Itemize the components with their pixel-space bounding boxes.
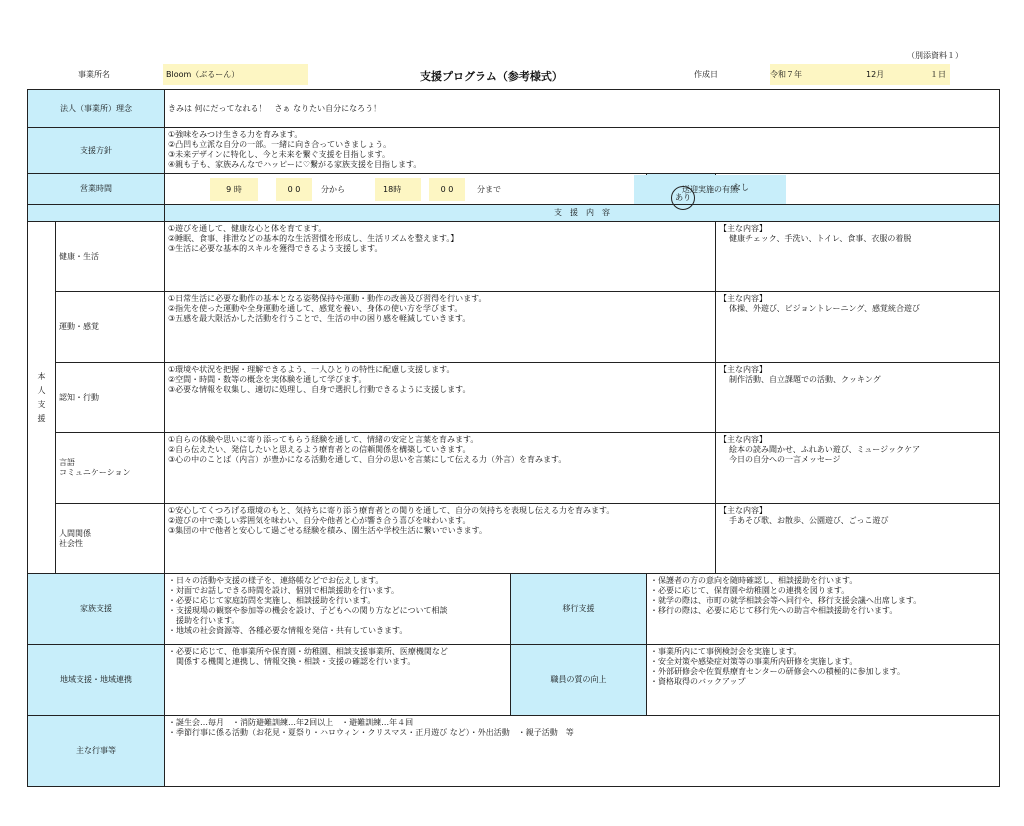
personal-support-label: 本 人 支 援 bbox=[28, 222, 56, 574]
start-hour: 9 時 bbox=[210, 178, 258, 201]
end-hour: 18時 bbox=[375, 178, 421, 201]
community-support-lines: ・必要に応じて、他事業所や保育園・幼稚園、相談支援事業所、医療機関など 関係する機関と連携し、情報交換・相談・支援の確認を行います。 bbox=[165, 645, 511, 716]
created-date-label: 作成日 bbox=[694, 70, 718, 79]
created-day: １日 bbox=[910, 64, 950, 85]
transport-yes bbox=[666, 176, 695, 210]
family-support-lines: ・日々の活動や支援の様子を、連絡帳などでお伝えします。 ・対面でお話しできる時間を設け、個別で相談援助を行います。 ・必要に応じて家庭訪問を実施し、相談援助を行います。 ・支援現場の観察や参加等の機会を設け、子どもへの関り方などについて相談 援助を行います。 ・地域の社会資源等、各種必要な情報を発信・共有していきます。 bbox=[165, 574, 511, 645]
transport-label-text: 送迎実施の有無 bbox=[634, 175, 786, 204]
events-lines: ・誕生会…毎月 ・消防避難訓練…年2回以上 ・避難訓練…年４回 ・季節行事に係る活動（お花見・夏祭り・ハロウィン・クリスマス・正月遊び など）・外出活動 ・親子活動 等 bbox=[165, 716, 1000, 787]
motor-lines: ①日常生活に必要な動作の基本となる姿勢保持や運動・動作の改善及び習得を行います。 ②指先を使った運動や全身運動を通して、感覚を養い、身体の使い方を学びます。 ③五感を最大限活かした活動を行うことで、生活の中の困り感を軽減していきます。 bbox=[165, 292, 716, 363]
cognition-label: 認知・行動 bbox=[56, 363, 165, 433]
attachment-label: （別添資料１） bbox=[907, 51, 963, 60]
motor-main: 【主な内容】 体操、外遊び、ビジョントレーニング、感覚統合遊び bbox=[716, 292, 1000, 363]
motor-label: 運動・感覚 bbox=[56, 292, 165, 363]
family-support-label: 家族支援 bbox=[28, 574, 165, 645]
language-main: 【主な内容】 絵本の読み聞かせ、ふれあい遊び、ミュージックケア 今日の自分への一言メッセージ bbox=[716, 433, 1000, 504]
philosophy-label: 法人（事業所）理念 bbox=[28, 90, 165, 128]
social-lines: ①安心してくつろげる環境のもと、気持ちに寄り添う療育者との関りを通して、自分の気持ちを表現し伝える力を育みます。 ②遊びの中で楽しい雰囲気を味わい、自分や他者と心が響き合う喜びを味わいます。 ③集団の中で他者と安心して過ごせる経験を積み、園生活や学校生活に繋いでいきます。 bbox=[165, 504, 716, 574]
support-content-title: 支 援 内 容 bbox=[165, 205, 1000, 222]
support-program-table bbox=[27, 89, 1000, 787]
community-support-label: 地域支援・地域連携 bbox=[28, 645, 165, 716]
transition-support-lines: ・保護者の方の意向を随時確認し、相談援助を行います。 ・必要に応じて、保育園や幼稚園との連携を図ります。 ・就学の際は、市町の就学相談会等へ同行や、移行支援会議へ出席します。 ・移行の際は、必要に応じて移行先への助言や相談援助を行います。 bbox=[647, 574, 1000, 645]
social-label: 人間関係 社会性 bbox=[56, 504, 165, 574]
transition-support-label: 移行支援 bbox=[511, 574, 647, 645]
created-month: 12月 bbox=[850, 64, 910, 85]
social-main: 【主な内容】 手あそび歌、お散歩、公園遊び、ごっこ遊び bbox=[716, 504, 1000, 574]
philosophy-text: きみは 何にだってなれる！ さぁ なりたい自分になろう！ bbox=[165, 90, 1000, 128]
policy-label: 支援方針 bbox=[28, 128, 165, 174]
cognition-main: 【主な内容】 制作活動、自立課題での活動、クッキング bbox=[716, 363, 1000, 433]
document-title: 支援プログラム（参考様式） bbox=[420, 70, 563, 83]
from-label: 分から bbox=[321, 184, 345, 194]
transport-no: なし bbox=[733, 183, 749, 192]
health-lines: ①遊びを通して、健康な心と体を育てます。 ②睡眠、食事、排泄などの基本的な生活習慣を形成し、生活リズムを整えます。】 ③生活に必要な基本的スキルを獲得できるよう支援します。 bbox=[165, 222, 716, 292]
health-label: 健康・生活 bbox=[56, 222, 165, 292]
cognition-lines: ①環境や状況を把握・理解できるよう、一人ひとりの特性に配慮し支援します。 ②空間・時間・数等の概念を実体験を通して学びます。 ③必要な情報を収集し、適切に処理し、自身で選択し行動できるように支援します。 bbox=[165, 363, 716, 433]
policy-lines: ①強味をみつけ生きる力を育みます。 ②凸凹も立派な自分の一部。一緒に向き合っていきましょう。 ③未来デザインに特化し、今と未来を繋ぐ支援を目指します。 ④親も子も、家族みんなでハッピーに♡繋がる家族支援を目指します。 bbox=[165, 128, 1000, 174]
office-name-value: Bloom（ぶるーん） bbox=[163, 64, 308, 85]
transport-yes-circle: あり bbox=[671, 186, 695, 210]
events-label: 主な行事等 bbox=[28, 716, 165, 787]
end-minute: 0 0 bbox=[429, 178, 465, 201]
staff-quality-lines: ・事業所内にて事例検討会を実施します。 ・安全対策や感染症対策等の事業所内研修を実施します。 ・外部研修会や佐賀県療育センターの研修会への積極的に参加します。 ・資格取得のバックアップ bbox=[647, 645, 1000, 716]
office-name-label: 事業所名 bbox=[78, 70, 110, 79]
start-minute: 0 0 bbox=[276, 178, 312, 201]
staff-quality-label: 職員の質の向上 bbox=[511, 645, 647, 716]
language-label: 言語 コミュニケーション bbox=[56, 433, 165, 504]
language-lines: ①自らの体験や思いに寄り添ってもらう経験を通して、情緒の安定と言葉を育みます。 ②自ら伝えたい、発信したいと思えるよう療育者との信頼関係を構築していきます。 ③心の中のことば（内言）が豊かになる活動を通して、自分の思いを言葉にして伝える力（外言）を育みます。 bbox=[165, 433, 716, 504]
business-hours bbox=[165, 174, 647, 205]
health-main: 【主な内容】 健康チェック、手洗い、トイレ、食事、衣服の着脱 bbox=[716, 222, 1000, 292]
created-era-year: 令和７年 bbox=[770, 64, 850, 85]
hours-label: 営業時間 bbox=[28, 174, 165, 205]
until-label: 分まで bbox=[477, 184, 501, 194]
